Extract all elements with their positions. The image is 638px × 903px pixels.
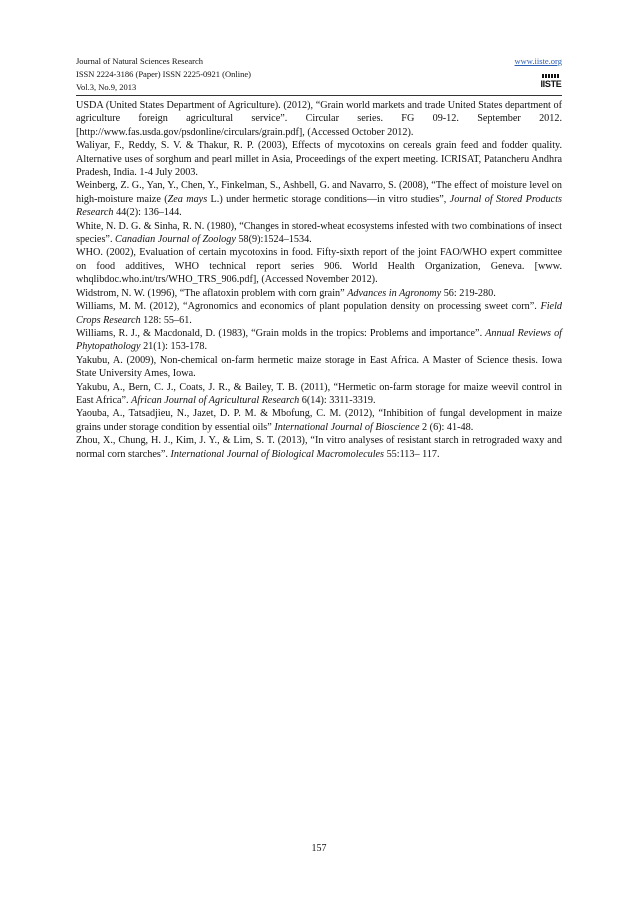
reference-list <box>76 99 562 461</box>
reference-item: Weinberg, Z. G., Yan, Y., Chen, Y., Finkelman, S., Ashbell, G. and Navarro, S. (2008), “The effect of moisture level on high-moisture maize (Zea mays L.) under hermetic storage conditions—in vitro studies”, Journal of Stored Products Research 44(2): 136–144. <box>76 180 562 219</box>
reference-item: Zhou, X., Chung, H. J., Kim, J. Y., & Lim, S. T. (2013), “In vitro analyses of resistant starch in retrograded waxy and normal corn starches”. International Journal of Biological Macromolecules 55:113– 117. <box>76 435 562 460</box>
header-rule <box>76 95 562 96</box>
reference-item: WHO. (2002), Evaluation of certain mycotoxins in food. Fifty-sixth report of the joint FAO/WHO expert committee on food additives, WHO technical report series 906. World Health Organization, Geneva. [www. whqlibdoc.who.int/trs/WHO_TRS_906.pdf], (Accessed November 2012). <box>76 247 562 286</box>
reference-item: Yakubu, A. (2009), Non-chemical on-farm hermetic maize storage in East Africa. A Master of Science thesis. Iowa State University Ames, Iowa. <box>76 354 562 380</box>
journal-url-link[interactable]: www.iiste.org <box>514 56 562 66</box>
logo-text: IISTE <box>540 78 562 89</box>
page-number: 157 <box>311 843 327 854</box>
reference-item: Yakubu, A., Bern, C. J., Coats, J. R., & Bailey, T. B. (2011), “Hermetic on-farm storage for maize weevil control in East Africa”. African Journal of Agricultural Research 6(14): 3311-3319. <box>76 381 562 406</box>
volume-line: Vol.3, No.9, 2013 <box>76 82 137 92</box>
reference-item: Widstrom, N. W. (1996), “The aflatoxin problem with corn grain” Advances in Agronomy 56: 219-280. <box>76 287 496 299</box>
reference-item: Yaouba, A., Tatsadjieu, N., Jazet, D. P. M. & Mbofung, C. M. (2012), “Inhibition of fungal development in maize grains under storage condition by essential oils” International Journal of Bioscience 2 (6): 41-48. <box>76 408 562 433</box>
iiste-logo <box>538 70 564 92</box>
journal-name: Journal of Natural Sciences Research <box>76 56 203 66</box>
reference-item: Williams, R. J., & Macdonald, D. (1983), “Grain molds in the tropics: Problems and importance”. Annual Reviews of Phytopathology 21(1): 153-178. <box>76 327 562 353</box>
page-header <box>76 55 562 94</box>
reference-item: Waliyar, F., Reddy, S. V. & Thakur, R. P. (2003), Effects of mycotoxins on cereals grain feed and fodder quality. Alternative uses of sorghum and pearl millet in Asia, Proceedings of the expert meeting. ICRISAT, Patancheru Andhra Pradesh, India. 1-4 July 2003. <box>76 140 562 179</box>
reference-item: Williams, M. M. (2012), “Agronomics and economics of plant population density on processing sweet corn”. Field Crops Research 128: 55–61. <box>76 301 562 326</box>
logo-bar-icon <box>542 74 560 78</box>
issn-line: ISSN 2224-3186 (Paper) ISSN 2225-0921 (Online) <box>76 69 251 79</box>
reference-item: USDA (United States Department of Agriculture). (2012), “Grain world markets and trade United States department of agriculture foreign agricultural service”. Circular series. FG 09-12. September 2012. [http://www.fas.usda.gov/psdonline/circulars/grain.pdf], (Accessed October 2012). <box>76 100 562 138</box>
reference-item: White, N. D. G. & Sinha, R. N. (1980), “Changes in stored-wheat ecosystems infested with two combinations of insect species”. Canadian Journal of Zoology 58(9):1524–1534. <box>76 220 562 246</box>
